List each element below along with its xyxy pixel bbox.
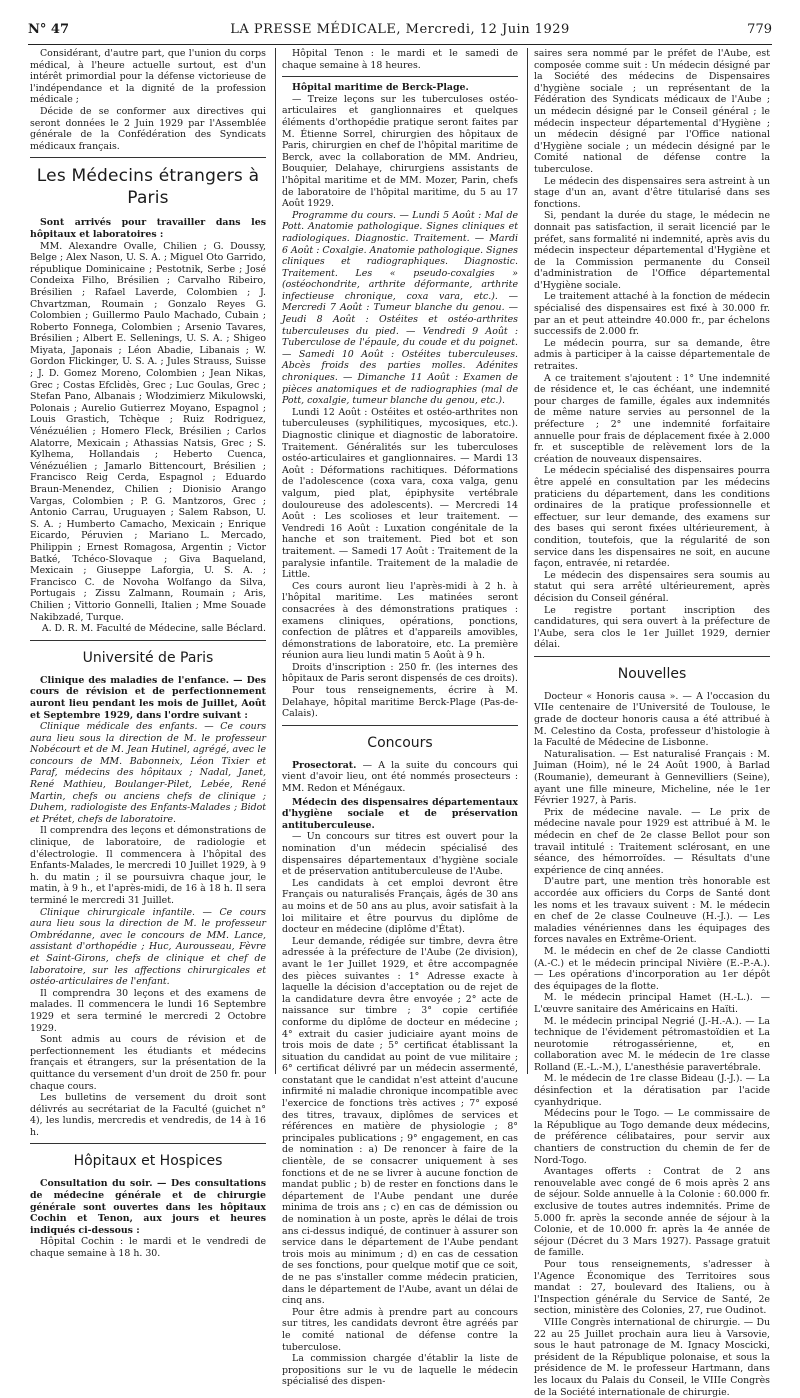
news-item: Pour tous renseignements, s'adresser à l'Agence Économique des Territoires sous mandat : 27, boulevard des Italiens, ou à l'Inspection générale du Service de Santé, 2e section, ministère des Colonies, 27, rue Oudinot. — [534, 1258, 770, 1317]
page-header — [28, 22, 772, 42]
section-rule — [30, 640, 266, 641]
paragraph: Le médecin pourra, sur sa demande, être admis à participer à la caisse départementale de retraites. — [534, 337, 770, 373]
news-item: M. le médecin principal Hamet (H.-L.). — L'œuvre sanitaire des Américains en Haïti. — [534, 992, 770, 1015]
column-divider — [527, 48, 528, 1074]
page-number: 779 — [747, 22, 772, 37]
paragraph: Le médecin des dispensaires sera astreint à un stage d'un an, avant d'être titularisé dans ses fonctions. — [534, 175, 770, 210]
news-item: Docteur « Honoris causa ». — A l'occasion du VIIe centenaire de l'Université de Toulouse, le grade de docteur honoris causa a été attribué à M. Celestino da Costa, professeur d'histologie à la Faculté de Médecine de Lisbonne. — [534, 690, 770, 749]
section-lead: Médecin des dispensaires départementaux d'hygiène sociale et de préservation antituberculeuse. — [282, 796, 518, 831]
paragraph: Décide de se conformer aux directives qui seront données le 2 Juin 1929 par l'Assemblée générale de la Confédération des Syndicats médicaux français. — [30, 105, 266, 152]
column-3 — [534, 48, 770, 1398]
section-lead: Consultation du soir. — Des consultations de médecine générale et de chirurgie générale sont ouvertes dans les hôpitaux Cochin et Tenon, aux jours et heures indiqués ci-dessous : — [30, 1178, 266, 1236]
section-lead: Sont arrivés pour travailler dans les hôpitaux et laboratoires : — [30, 217, 266, 240]
paragraph: Il comprendra des leçons et démonstrations de clinique, de laboratoire, de radiologie et d'électrologie. Il commencera à l'hôpital des Enfants-Malades, le mercredi 10 Juillet 1929, à 9 h. du matin ; il se poursuivra chaque jour, le matin, à 9 h., et l'après-midi, de 16 à 18 h. Il sera terminé le mercredi 31 Juillet. — [30, 825, 266, 906]
paragraph: Pour être admis à prendre part au concours sur titres, les candidats devront être agréés par le comité national de défense contre la tuberculose. — [282, 1306, 518, 1353]
name-list: MM. Alexandre Ovalle, Chilien ; G. Doussy, Belge ; Alex Nason, U. S. A. ; Miguel Oto Garrido, république Dominicaine ; Pestotnik, Serbe ; José Condeixa Filho, Brésilien ; Carvalho Ribeiro, Brésilien ; Rafael Laverde, Colombien ; J. Chvartzman, Roumain ; Gonzalo Reyes G. Colombien ; Guillermo Paulo Machado, Cubain ; Roberto Fonnega, Colombien ; Arsenio Tavares, Brésilien ; Albert E. Sellenings, U. S. A. ; Shigeo Miyata, Japonais ; Léon Abadie, Libanais ; W. Gordon Flickinger, U. S. A. ; Jules Strauss, Suisse ; J. D. Gomez Moreno, Colombien ; Jean Nikas, Grec ; Costas Efclidès, Grec ; Luc Goulas, Grec ; Stefan Pano, Albanais ; Włodzimierz Mikulowski, Polonais ; Aurelio Gutierrez Moyano, Espagnol ; Louis Grastich, Tchèque ; Ruiz Rodriguez, Vénézuélien ; Homero Fleck, Brésilien ; Carlos Alatorre, Mexicain ; Athassias Natsis, Grec ; S. Kylhema, Hollandais ; Heberto Cuenca, Vénézuélien ; Jamarlo Bittencourt, Brésilien ; Francisco Reig Cerda, Espagnol ; Eduardo Braun-Menendez, Chilien ; Dionisio Arango Vargas, Colombien ; P. G. Mantzoros, Grec ; Antonio Carrau, Uruguayen ; Salem Rabson, U. S. A. ; Humberto Camacho, Mexicain ; Enrique Eicardo, Péruvien ; Mariano L. Mercado, Philippin ; Ernest Romagosa, Argentin ; Victor Batké, Tchéco-Slovaque ; Giva Baqueland, Mexicain ; Giuseppe Laforgia, U. S. A. ; Francisco C. de Novoha Wolfango da Silva, Portugais ; Zissu Zalmann, Roumain ; Aris, Chilien ; Vittorio Gonnelli, Italien ; Mme Souade Nakibzadé, Turque. — [30, 240, 266, 623]
paragraph: Programme du cours. — Lundi 5 Août : Mal de Pott. Anatomie pathologique. Signes cliniques et radiologiques. Diagnostic. Traitement. — Mardi 6 Août : Coxalgie. Anatomie pathologique. Signes cliniques et radiographiques. Diagnostic. Traitement. Les « pseudo-coxalgies » (ostéochondrite, arthrite déformante, arthrite infectieuse chronique, coxa vara, etc.). — Mercredi 7 Août : Tumeur blanche du genou. — Jeudi 8 Août : Ostéites et ostéo-arthrites tuberculeuses du pied. — Vendredi 9 Août : Tuberculose de l'épaule, du coude et du poignet. — Samedi 10 Août : Ostéites tuberculeuses. Abcès froids des parties molles. Adénites chroniques. — Dimanche 11 Août : Examen de pièces anatomiques et de radiographies (mal de Pott, coxalgie, tumeur blanche du genou, etc.). — [282, 209, 518, 407]
section-heading: Concours — [367, 734, 433, 751]
paragraph: Ces cours auront lieu l'après-midi à 2 h. à l'hôpital maritime. Les matinées seront consacrées à des démonstrations pratiques : examens cliniques, opérations, ponctions, confection de plâtres et d'appareils amovibles, démonstrations de laboratoire, etc. La première réunion aura lieu lundi matin 5 Août à 9 h. — [282, 580, 518, 662]
paragraph: Clinique médicale des enfants. — Ce cours aura lieu sous la direction de M. le professeur Nobécourt et de M. Jean Hutinel, agrégé, avec le concours de MM. Babonneix, Léon Tixier et Paraf, médecins des hôpitaux ; Nadal, Janet, René Mathieu, Boulanger-Pilet, Lebée, René Martin, chefs ou anciens chefs de clinique ; Duhem, radiologiste des Enfants-Malades ; Bidot et Prétet, chefs de laboratoire. — [30, 721, 266, 825]
lead-label: Prosectorat. — [292, 759, 357, 771]
paragraph: saires sera nommé par le préfet de l'Aube, est composée comme suit : Un médecin désigné par la Société des médecins de Dispensaires d'hygiène sociale ; un représentant de la Fédération des Syndicats médicaux de l'Aube ; un médecin désigné par le Conseil général ; le médecin inspecteur départemental d'Hygiène ; un médecin désigné par l'Office national d'Hygiène sociale ; un médecin désigné par le Comité national de défense contre la tuberculose. — [534, 48, 770, 175]
paragraph: — Treize leçons sur les tuberculoses ostéo-articulaires et ganglionnaires et quelques éléments d'orthopédie pratique seront faites par M. Étienne Sorrel, chirurgien des hôpitaux de Paris, chirurgien en chef de l'hôpital maritime de Berck, avec la collaboration de MM. Andrieu, Bouquier, Delahaye, chirurgiens assistants de l'hôpital maritime et de MM. Mozer, Parin, chefs de laboratoire de l'hôpital maritime, du 5 au 17 Août 1929. — [282, 93, 518, 210]
section-rule — [30, 157, 266, 158]
section-heading: Les Médecins étrangers à Paris — [36, 166, 260, 209]
paragraph: Leur demande, rédigée sur timbre, devra être adressée à la préfecture de l'Aube (2e division), avant le 1er Juillet 1929, et être accompagnée des pièces suivantes : 1° Adresse exacte à laquelle la décision d'acceptation ou de rejet de la candidature devra être envoyée ; 2° acte de naissance sur timbre ; 3° copie certifiée conforme du diplôme de docteur en médecine ; 4° extrait du casier judiciaire ayant moins de trois mois de date ; 5° certificat établissant la situation du candidat au point de vue militaire ; 6° certificat délivré par un médecin assermenté, constatant que le candidat n'est atteint d'aucune infirmité ni maladie chronique incompatible avec l'exercice de fonctions très actives ; 7° exposé des titres, travaux, diplômes de services et références en matière de physiologie ; 8° principales publications ; 9° engagement, en cas de nomination : a) De renoncer à faire de la clientèle, de se consacrer uniquement à ses fonctions et de ne se livrer à aucune fonction de mandat public ; b) de rester en fonctions dans le département de l'Aube pendant une durée minima de trois ans ; c) en cas de démission ou de nomination à un poste, après le délai de trois ans ci-dessus indiqué, de continuer à assurer son service dans le département de l'Aube pendant trois mois au minimum ; d) en cas de cessation de ses fonctions, pour quelque motif que ce soit, de ne pas s'installer comme médecin praticien, dans le département de l'Aube, avant un délai de cinq ans. — [282, 935, 518, 1307]
section-lead: Hôpital maritime de Berck-Plage. — [292, 82, 469, 94]
paragraph: Sont admis au cours de révision et de perfectionnement les étudiants et médecins français et étrangers, sur la présentation de la quittance du versement d'un droit de 250 fr. pour chaque cours. — [30, 1034, 266, 1092]
section-rule — [30, 1143, 266, 1144]
lead-text: — A la suite du concours qui vient d'avoir lieu, ont été nommés prosecteurs : MM. Redon et Ménégaux. — [282, 759, 518, 795]
paragraph: Lundi 12 Août : Ostéites et ostéo-arthrites non tuberculeuses (syphilitiques, mycosiques, etc.). Diagnostic clinique et diagnostic de laboratoire. Traitement. Généralités sur les tuberculoses ostéo-articulaires et ganglionnaires. — Mardi 13 Août : Déformations rachitiques. Déformations de l'adolescence (coxa vara, coxa valga, genu valgum, pied plat, épiphysite vertébrale douloureuse des adolescents). — Mercredi 14 Août : Les scolioses et leur traitement. — Vendredi 16 Août : Luxation congénitale de la hanche et son traitement. Pied bot et son traitement. — Samedi 17 Août : Traitement de la paralysie infantile. Traitement de la maladie de Little. — [282, 406, 518, 581]
section-rule — [534, 656, 770, 657]
section-heading: Nouvelles — [617, 665, 687, 682]
paragraph: Le médecin spécialisé des dispensaires pourra être appelé en consultation par les médecins praticiens du département, dans les conditions ordinaires de la pratique professionnelle et effectuer, sur leur demande, des examens sur des bases qui seront fixées ultérieurement, à condition, toutefois, que la régularité de son service dans les dispensaires ne soit, en aucune façon, entravée, ni retardée. — [534, 465, 770, 570]
section-lead: Clinique des maladies de l'enfance. — Des cours de révision et de perfectionnement auront lieu pendant les mois de Juillet, Août et Septembre 1929, dans l'ordre suivant : — [30, 674, 266, 721]
paragraph — [282, 760, 518, 795]
paragraph: — Un concours sur titres est ouvert pour la nomination d'un médecin spécialisé des dispensaires départementaux d'hygiène sociale et de préservation antituberculeuse de l'Aube. — [282, 831, 518, 878]
news-item: Avantages offerts : Contrat de 2 ans renouvelable avec congé de 6 mois après 2 ans de séjour. Solde annuelle à la Colonie : 60.000 fr. exclusive de toutes autres indemnités. Prime de 5.000 fr. après la seconde année de séjour à la Colonie, et de 10.000 fr. après la 4e année de séjour (Décret du 3 Mars 1927). Passage gratuit de famille. — [534, 1166, 770, 1259]
paragraph: Hôpital Tenon : le mardi et le samedi de chaque semaine à 18 heures. — [282, 48, 518, 71]
header-rule — [28, 44, 772, 45]
paragraph: Clinique chirurgicale infantile. — Ce cours aura lieu sous la direction de M. le professeur Ombrédanne, avec le concours de MM. Lance, assistant d'orthopédie ; Huc, Aurousseau, Fèvre et Saint-Girons, chefs de clinique et chef de laboratoire, sur les affections chirurgicales et ostéo-articulaires de l'enfant. — [30, 906, 266, 988]
news-item: VIIIe Congrès international de chirurgie. — Du 22 au 25 Juillet prochain aura lieu à Varsovie, sous le haut patronage de M. Ignacy Moscicki, président de la République polonaise, et sous la présidence de M. le professeur Hartmann, dans les locaux du Palais du Conseil, le VIIIe Congrès de la Société internationale de chirurgie. — [534, 1316, 770, 1398]
paragraph: La commission chargée d'établir la liste de propositions sur le vu de laquelle le médecin spécialisé des dispen- — [282, 1353, 518, 1388]
signature: A. D. R. M. Faculté de Médecine, salle Béclard. — [41, 623, 266, 635]
paragraph: Hôpital Cochin : le mardi et le vendredi de chaque semaine à 18 h. 30. — [30, 1236, 266, 1260]
column-1 — [30, 48, 266, 1260]
paragraph: Considérant, d'autre part, que l'union du corps médical, à l'heure actuelle surtout, est d'un intérêt primordial pour la défense victorieuse de l'indépendance et la dignité de la profession médicale ; — [30, 48, 266, 106]
news-item: Prix de médecine navale. — Le prix de médecine navale pour 1929 est attribué à M. le médecin en chef de 2e classe Bellot pour son travail intitulé : Traitement sclérosant, en une séance, des hémorroïdes. — Résultats d'une expérience de cinq années. — [534, 806, 770, 876]
paragraph: Les candidats à cet emploi devront être Français ou naturalisés Français, âgés de 30 ans au moins et de 50 ans au plus, avoir satisfait à la loi militaire et être pourvus du diplôme de docteur en médecine (diplôme d'État). — [282, 877, 518, 936]
section-rule — [282, 76, 518, 77]
section-rule — [282, 725, 518, 726]
issue-number: N° 47 — [28, 22, 69, 37]
paragraph: Le registre portant inscription des candidatures, qui sera ouvert à la préfecture de l'Aube, sera clos le 1er Juillet 1929, dernier délai. — [534, 604, 770, 651]
paragraph: Le traitement attaché à la fonction de médecin spécialisé des dispensaires est fixé à 30.000 fr. par an et peut atteindre 40.000 fr., par échelons successifs de 2.000 fr. — [534, 291, 770, 338]
paragraph: Les bulletins de versement du droit sont délivrés au secrétariat de la Faculté (guichet n° 4), les lundis, mercredis et vendredis, de 14 à 16 h. — [30, 1092, 266, 1138]
masthead-title: LA PRESSE MÉDICALE, Mercredi, 12 Juin 1929 — [230, 22, 570, 37]
news-item: M. le médecin de 1re classe Bideau (J.-J.). — La désinfection et la dératisation par l'acide cyanhydrique. — [534, 1073, 770, 1108]
column-divider — [275, 48, 276, 1074]
news-item: M. le médecin en chef de 2e classe Candiotti (A.-C.) et le médecin principal Nivière (E.-P.-A.). — Les opérations d'incorporation au 1er dépôt des équipages de la flotte. — [534, 945, 770, 992]
paragraph: A ce traitement s'ajoutent : 1° Une indemnité de résidence et, le cas échéant, une indemnité pour charges de famille, égales aux indemnités de même nature servies au personnel de la préfecture ; 2° une indemnité forfaitaire annuelle pour frais de déplacement fixée à 2.000 fr. et susceptible de relèvement lors de la création de nouveaux dispensaires. — [534, 372, 770, 465]
section-heading: Université de Paris — [82, 649, 214, 666]
paragraph: Le médecin des dispensaires sera soumis au statut qui sera arrêté ultérieurement, après décision du Conseil général. — [534, 569, 770, 604]
news-item: M. le médecin principal Negrié (J.-H.-A.). — La technique de l'évidement pétromastoïdien et La neurotomie rétrogassérienne, et, en collaboration avec M. le médecin de 1re classe Rolland (E.-L.-M.), L'anesthésie paravertébrale. — [534, 1015, 770, 1073]
paragraph: Si, pendant la durée du stage, le médecin ne donnait pas satisfaction, il serait licencié par le préfet, sans formalité ni indemnité, après avis du médecin inspecteur départemental d'Hygiène et de la Commission permanente du Conseil d'administration de l'Office départemental d'Hygiène sociale. — [534, 210, 770, 291]
news-item: D'autre part, une mention très honorable est accordée aux officiers du Corps de Santé dont les noms et les travaux suivent : M. le médecin en chef de 2e classe Coulneuve (H.-J.). — Les maladies vénériennes dans les équipages des forces navales en Extrême-Orient. — [534, 876, 770, 946]
column-2 — [282, 48, 518, 1388]
news-item: Médecins pour le Togo. — Le commissaire de la République au Togo demande deux médecins, de préférence célibataires, pour servir aux chantiers de construction du chemin de fer de Nord-Togo. — [534, 1108, 770, 1166]
paragraph: Il comprendra 30 leçons et des examens de malades. Il commencera le lundi 16 Septembre 1929 et sera terminé le mercredi 2 Octobre 1929. — [30, 987, 266, 1034]
section-heading: Hôpitaux et Hospices — [73, 1153, 223, 1170]
paragraph: Pour tous renseignements, écrire à M. Delahaye, hôpital maritime Berck-Plage (Pas-de-Calais). — [282, 685, 518, 720]
news-item: Naturalisation. — Est naturalisé Français : M. Juiman (Hoim), né le 24 Août 1900, à Barlad (Roumanie), demeurant à Gennevilliers (Seine), ayant une fille mineure, Micheline, née le 1er Février 1927, à Paris. — [534, 748, 770, 807]
paragraph: Droits d'inscription : 250 fr. (les internes des hôpitaux de Paris seront dispensés de ces droits). — [282, 661, 518, 685]
